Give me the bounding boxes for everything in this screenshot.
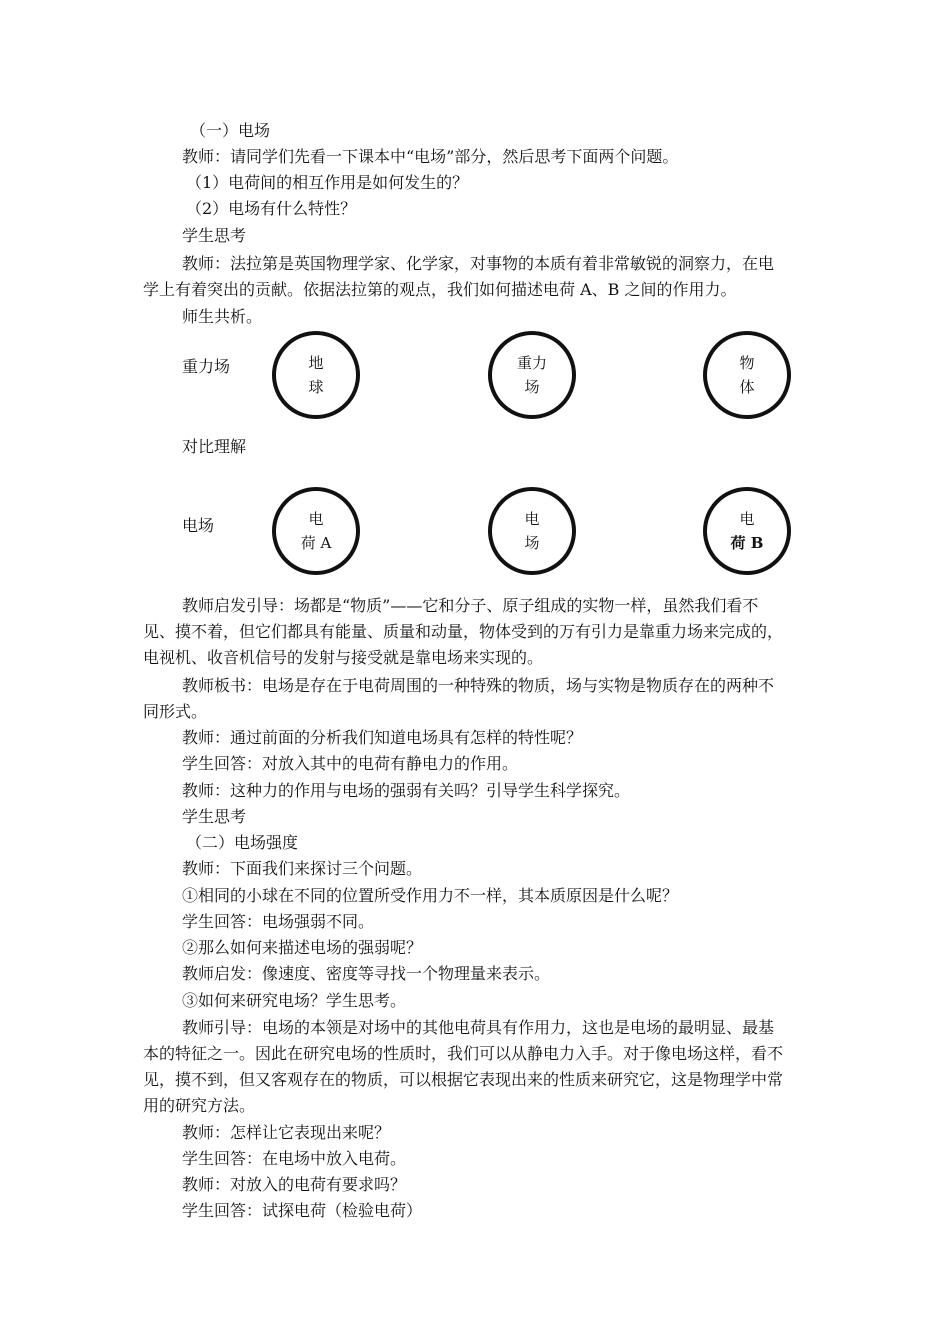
paragraph-line: 教师：法拉第是英国物理学家、化学家，对事物的本质有着非常敏锐的洞察力，在电 <box>182 254 775 273</box>
paragraph-line: 教师：请同学们先看一下课本中“电场”部分，然后思考下面两个问题。 <box>182 147 679 166</box>
electric-field-label: 电场 <box>182 516 215 535</box>
paragraph-line: 学生思考 <box>182 226 247 245</box>
paragraph-line: 学生回答：电场强弱不同。 <box>182 912 375 931</box>
paragraph-line: 师生共析。 <box>182 307 263 326</box>
question-line: ①相同的小球在不同的位置所受作用力不一样，其本质原因是什么呢？ <box>182 886 679 905</box>
paragraph-line: 电视机、收音机信号的发射与接受就是靠电场来实现的。 <box>143 648 544 667</box>
paragraph-line: 同形式。 <box>143 702 208 721</box>
paragraph-line: 见，摸不到，但又客观存在的物质，可以根据它表现出来的性质来研究它，这是物理学中常 <box>143 1070 784 1089</box>
paragraph-line: 学上有着突出的贡献。依据法拉第的观点，我们如何描述电荷 A、B 之间的作用力。 <box>143 280 737 299</box>
paragraph-line: 教师：通过前面的分析我们知道电场具有怎样的特性呢？ <box>182 728 583 747</box>
paragraph-line: 见、摸不着，但它们都具有能量、质量和动量，物体受到的万有引力是靠重力场来完成的， <box>143 622 784 641</box>
paragraph-line: 学生回答：对放入其中的电荷有静电力的作用。 <box>182 754 519 773</box>
earth-circle: 地 球 <box>272 331 360 419</box>
question-line: （1）电荷间的相互作用是如何发生的？ <box>186 173 469 192</box>
charge-b-circle: 电 荷 B <box>703 487 791 575</box>
charge-a-circle: 电 荷 A <box>272 487 360 575</box>
compare-label: 对比理解 <box>182 437 247 456</box>
paragraph-line: 教师启发引导：场都是“物质”——它和分子、原子组成的实物一样，虽然我们看不 <box>182 596 759 615</box>
object-circle: 物 体 <box>703 331 791 419</box>
section-heading-electric-field: （一）电场 <box>190 121 271 140</box>
question-line: ③如何来研究电场？学生思考。 <box>182 991 407 1010</box>
paragraph-line: 教师：怎样让它表现出来呢？ <box>182 1123 391 1142</box>
paragraph-line: 本的特征之一。因此在研究电场的性质时，我们可以从静电力入手。对于像电场这样，看不 <box>143 1044 784 1063</box>
paragraph-line: 用的研究方法。 <box>143 1096 256 1115</box>
paragraph-line: 教师引导：电场的本领是对场中的其他电荷具有作用力，这也是电场的最明显、最基 <box>182 1018 775 1037</box>
gravity-field-label: 重力场 <box>182 357 231 376</box>
electric-field-circle: 电 场 <box>488 487 576 575</box>
paragraph-line: 学生回答：试探电荷（检验电荷） <box>182 1201 423 1220</box>
question-line: ②那么如何来描述电场的强弱呢？ <box>182 938 423 957</box>
paragraph-line: 教师启发：像速度、密度等寻找一个物理量来表示。 <box>182 964 551 983</box>
paragraph-line: 教师：对放入的电荷有要求吗？ <box>182 1175 407 1194</box>
paragraph-line: 教师：下面我们来探讨三个问题。 <box>182 859 423 878</box>
section-heading-field-strength: （二）电场强度 <box>186 833 299 852</box>
gravity-field-circle: 重力 场 <box>488 331 576 419</box>
paragraph-line: 学生回答：在电场中放入电荷。 <box>182 1149 407 1168</box>
question-line: （2）电场有什么特性？ <box>186 199 357 218</box>
paragraph-line: 学生思考 <box>182 807 247 826</box>
paragraph-line: 教师板书：电场是存在于电荷周围的一种特殊的物质，场与实物是物质存在的两种不 <box>182 676 775 695</box>
paragraph-line: 教师：这种力的作用与电场的强弱有关吗？引导学生科学探究。 <box>182 781 631 800</box>
